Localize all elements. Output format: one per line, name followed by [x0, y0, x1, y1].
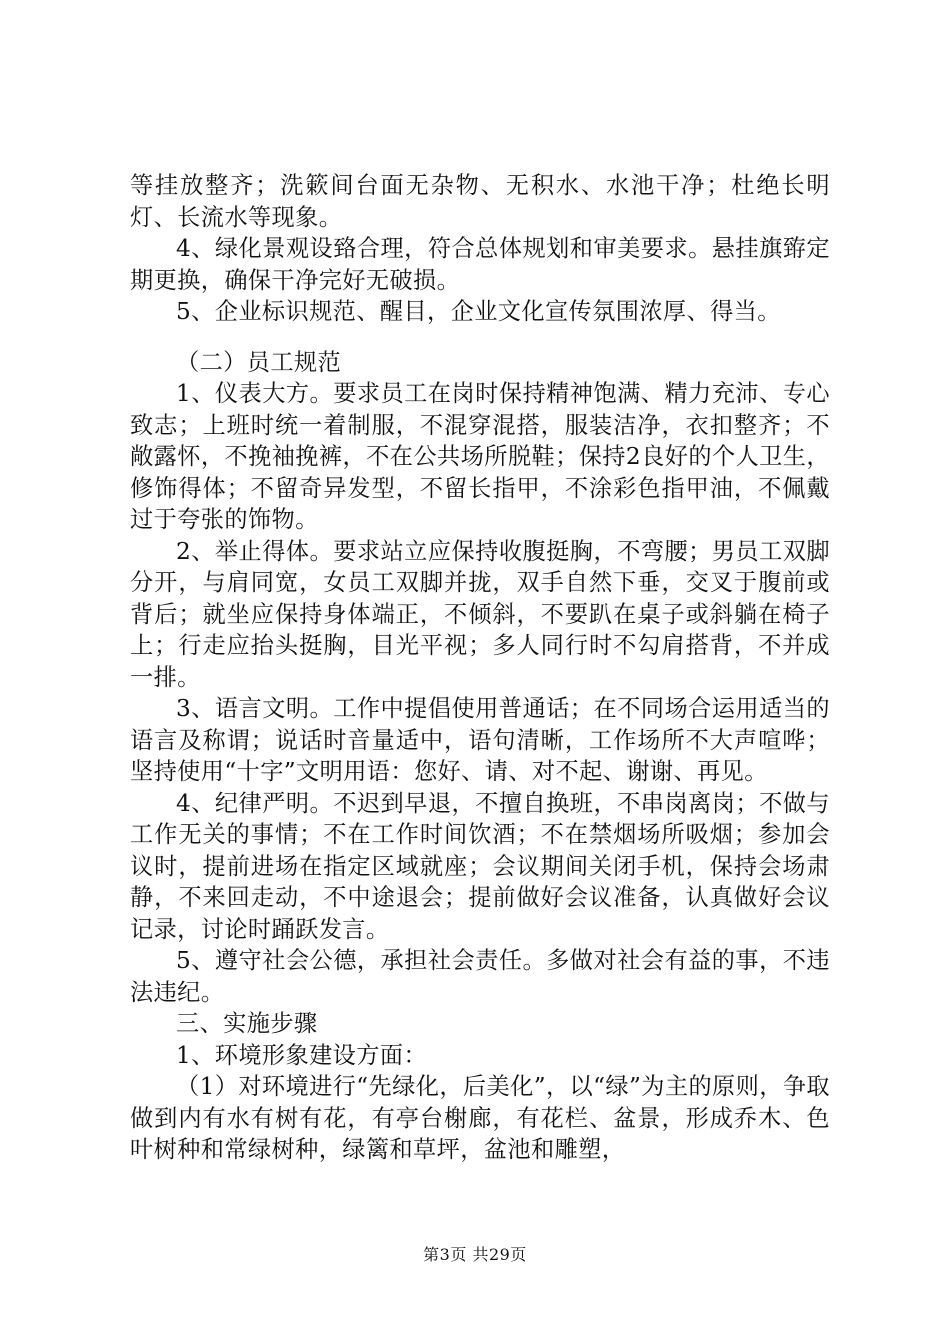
subsection-heading-environment: 1、环境形象建设方面： — [176, 1041, 428, 1069]
section-gap — [130, 328, 830, 347]
document-body — [130, 170, 830, 1166]
paragraph-behavior: 2、举止得体。要求站立应保持收腹挺胸，不弯腰；男员工双脚分开，与肩同宽，女员工双脚并拢，双手自然下垂，交叉于腹前或背后；就坐应保持身体端正，不倾斜，不要趴在桌子或斜躺在椅子上；行走应抬头挺胸，目光平视；多人同行时不勾肩搭背，不并成一排。 — [130, 537, 830, 691]
section-heading-employee-norms: （二）员工规范 — [176, 348, 342, 376]
paragraph-social-ethics: 5、遵守社会公德，承担社会责任。多做对社会有益的事，不违法违纪。 — [130, 947, 830, 1006]
paragraph-greening-principle: （1）对环境进行“先绿化，后美化”，以“绿”为主的原则，争取做到内有水有树有花，有亭台榭廊，有花栏、盆景，形成乔木、色叶树种和常绿树种，绿篱和草坪，盆池和雕塑， — [130, 1073, 830, 1163]
paragraph-discipline: 4、纪律严明。不迟到早退，不擅自换班，不串岗离岗；不做与工作无关的事情；不在工作时间饮酒；不在禁烟场所吸烟；参加会议时，提前进场在指定区域就座；会议期间关闭手机，保持会场肃静，不来回走动，不中途退会；提前做好会议准备，认真做好会议记录，讨论时踊跃发言。 — [130, 789, 830, 943]
paragraph-item-4-greening: 4、绿化景观设臵合理，符合总体规划和审美要求。悬挂旗臶定期更换，确保干净完好无破损。 — [130, 235, 830, 294]
paragraph-item-5-branding: 5、企业标识规范、醒目，企业文化宣传氛围浓厚、得当。 — [176, 298, 781, 325]
paragraph-appearance: 1、仪表大方。要求员工在岗时保持精神饱满、精力充沛、专心致志；上班时统一着制服，不混穿混搭，服装洁净，衣扣整齐；不敞露怀，不挽袖挽裤，不在公共场所脱鞋；保持2良好的个人卫生，修饰得体；不留奇异发型，不留长指甲，不涂彩色指甲油，不佩戴过于夸张的饰物。 — [130, 380, 830, 533]
paragraph-continuation: 等挂放整齐；洗簌间台面无杂物、无积水、水池干净；杜绝长明灯、长流水等现象。 — [130, 172, 830, 231]
section-heading-implementation: 三、实施步骤 — [176, 1010, 318, 1037]
page-footer: 第3页 共29页 — [423, 1245, 527, 1264]
paragraph-language: 3、语言文明。工作中提倡使用普通话；在不同场合运用适当的语言及称谓；说话时音量适中，语句清晰，工作场所不大声喧哗；坚持使用“十字”文明用语：您好、请、对不起、谢谢、再见。 — [130, 695, 830, 785]
